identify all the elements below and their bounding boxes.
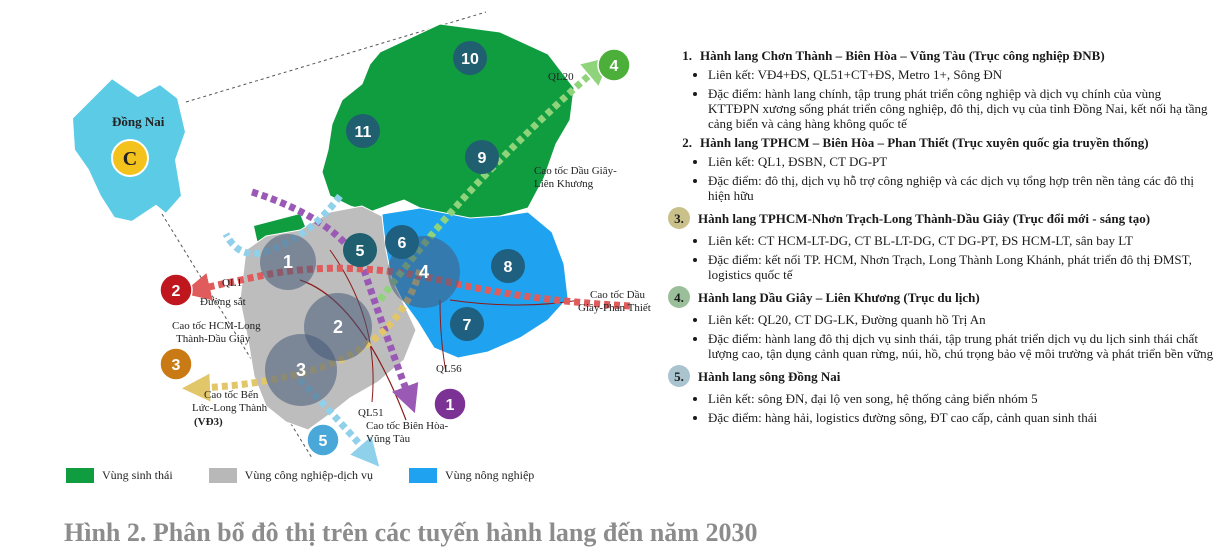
corridor-details	[668, 391, 1224, 425]
zone-11-number: 11	[354, 124, 372, 141]
label-hcm-lt-dg-2: Thành-Dầu Giây	[176, 333, 251, 345]
corridor-entry	[668, 207, 1224, 282]
label-ql51: QL51	[358, 407, 384, 419]
corridor-link: • Liên kết: QL1, ĐSBN, CT DG-PT	[708, 154, 1224, 169]
corridor-feature: • Đặc điểm: hành lang chính, tập trung phát triển công nghiệp và dịch vụ chính của vùng KTTĐPN xương sống phát triển công nghiệp, đô thị, dịch vụ của tỉnh Đồng Nai, kết nối hạ tầng cảng biển và cảng hàng không quốc tế	[708, 86, 1224, 131]
corridor-number: 4.	[668, 286, 690, 308]
label-bien-hoa-vt-1: Cao tốc Biên Hòa-	[366, 420, 449, 432]
zone-6-number: 6	[397, 235, 407, 252]
legend-label: Vùng nông nghiệp	[444, 468, 535, 482]
label-dau-giay-pt-1: Cao tốc Dầu	[590, 289, 645, 301]
zone-2-number: 2	[332, 317, 344, 337]
corridor-details	[668, 312, 1224, 361]
corridor-details	[668, 67, 1224, 131]
corridor-entry	[668, 135, 1224, 203]
corridor-title-row	[668, 48, 1224, 63]
zone-8-number: 8	[503, 259, 513, 276]
corridor-title-row	[668, 135, 1224, 150]
corridor-details	[668, 154, 1224, 203]
corridor-description-panel	[668, 46, 1224, 429]
corridor-number: 1.	[682, 48, 692, 63]
zone-5-number: 5	[355, 243, 365, 260]
legend-swatch	[209, 468, 237, 483]
corridor-marker-4-number: 4	[609, 58, 619, 75]
corridor-number: 3.	[668, 207, 690, 229]
corridor-feature: • Đặc điểm: hàng hải, logistics đường sông, ĐT cao cấp, cảnh quan sinh thái	[708, 410, 1224, 425]
corridor-title-row	[668, 207, 1224, 229]
legend-item	[409, 468, 534, 483]
label-dau-giay-pt-2: Giây-Phan Thiết	[578, 302, 651, 314]
corridor-link: • Liên kết: sông ĐN, đại lộ ven song, hệ thống cảng biển nhóm 5	[708, 391, 1224, 406]
corridor-entry	[668, 286, 1224, 361]
legend-swatch	[409, 468, 437, 483]
corridor-number: 2.	[682, 135, 692, 150]
legend-label: Vùng sinh thái	[102, 468, 173, 482]
corridor-number: 5.	[668, 365, 690, 387]
corridor-feature: • Đặc điểm: hành lang đô thị dịch vụ sinh thái, tập trung phát triển dịch vụ du lịch sinh thái chất lượng cao, tận dụng cảnh quan rừng, núi, hồ, chú trọng bảo vệ môi trường và phát triển bền vững	[708, 331, 1224, 361]
corridor-marker-3-number: 3	[171, 357, 181, 374]
zone-3-number: 3	[295, 360, 307, 380]
province-marker-letter: C	[122, 148, 138, 170]
zone-7-number: 7	[462, 317, 472, 334]
corridor-title: Hành lang TPHCM – Biên Hòa – Phan Thiết (Trục xuyên quốc gia truyền thống)	[700, 135, 1149, 150]
label-dau-giay-lien-khuong-1: Cao tốc Dầu Giây-	[534, 165, 617, 177]
corridor-title-row	[668, 286, 1224, 308]
map-legend	[66, 468, 570, 483]
legend-label: Vùng công nghiệp-dịch vụ	[244, 468, 373, 482]
corridor-title: Hành lang Dầu Giây – Liên Khương (Trục du lịch)	[698, 289, 980, 305]
corridor-map	[0, 0, 660, 470]
legend-item	[209, 468, 373, 483]
label-ben-luc-1: Cao tốc Bến	[204, 389, 259, 401]
label-hcm-lt-dg-1: Cao tốc HCM-Long	[172, 320, 261, 332]
corridor-link: • Liên kết: CT HCM-LT-DG, CT BL-LT-DG, CT DG-PT, ĐS HCM-LT, sân bay LT	[708, 233, 1224, 248]
corridor-title: Hành lang TPHCM-Nhơn Trạch-Long Thành-Dầu Giây (Trục đổi mới - sáng tạo)	[698, 210, 1151, 226]
zone-9-number: 9	[477, 150, 487, 167]
label-ql1: QL1	[222, 277, 243, 289]
label-bien-hoa-vt-2: Vũng Tàu	[366, 433, 411, 445]
zone-10-number: 10	[461, 51, 479, 68]
corridor-marker-1-number: 1	[445, 397, 455, 414]
corridor-marker-5-number: 5	[318, 433, 328, 450]
corridor-title: Hành lang sông Đồng Nai	[698, 368, 841, 384]
label-ql20: QL20	[548, 71, 574, 83]
corridor-entry	[668, 48, 1224, 131]
zone-1-number: 1	[282, 252, 294, 272]
figure-caption: Hình 2. Phân bổ đô thị trên các tuyến hành lang đến năm 2030	[64, 518, 758, 547]
label-dau-giay-lien-khuong-2: Liên Khương	[534, 178, 594, 190]
corridor-marker-2-number: 2	[171, 283, 181, 300]
label-duong-sat: Đường sắt	[200, 296, 246, 308]
label-ql56: QL56	[436, 363, 462, 375]
zone-4-number: 4	[418, 262, 430, 282]
corridor-link: • Liên kết: QL20, CT DG-LK, Đường quanh hồ Trị An	[708, 312, 1224, 327]
legend-item	[66, 468, 173, 483]
corridor-title-row	[668, 365, 1224, 387]
corridor-feature: • Đặc điểm: đô thị, dịch vụ hỗ trợ công nghiệp và các dịch vụ tổng hợp trên nền tảng các đô thị hiện hữu	[708, 173, 1224, 203]
corridor-details	[668, 233, 1224, 282]
corridor-feature: • Đặc điểm: kết nối TP. HCM, Nhơn Trạch, Long Thành Long Khánh, phát triển đô thị ĐMST, logistics quốc tế	[708, 252, 1224, 282]
corridor-entry	[668, 365, 1224, 425]
corridor-title: Hành lang Chơn Thành – Biên Hòa – Vũng Tàu (Trục công nghiệp ĐNB)	[700, 48, 1105, 63]
corridor-link: • Liên kết: VĐ4+ĐS, QL51+CT+ĐS, Metro 1+, Sông ĐN	[708, 67, 1224, 82]
province-label: Đồng Nai	[112, 114, 165, 129]
label-ben-luc-2: Lức-Long Thành	[192, 402, 268, 414]
label-vd3: (VĐ3)	[194, 416, 223, 428]
legend-swatch	[66, 468, 94, 483]
